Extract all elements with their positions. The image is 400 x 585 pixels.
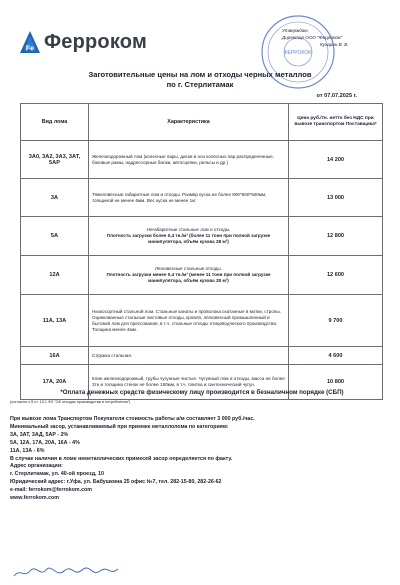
- row-desc-bold: Плотность загрузки более 0,4 тн./м³ (более 11 тонн при полной загрузке манипулятора, объём кузова 28 м³): [106, 233, 271, 244]
- row-desc: Тяжеловесные габаритные лом и отходы. Размер куска не более 800*500*500мм, толщиной не менее 6мм. Вес куска не менее 1кг.: [89, 179, 289, 217]
- row-price: 12 800: [289, 217, 383, 256]
- footer-line: В случае наличия в ломе неметаллических примесей засор определяется по факту.: [10, 455, 233, 462]
- footer-email: e-mail: ferrokom@ferrokom.com: [10, 487, 92, 494]
- table-row: [21, 217, 383, 256]
- row-grade: 3А0, 3А2, 3А3, 3АТ, 5АР: [21, 141, 89, 179]
- footer-line: 11А, 13А - 6%: [10, 447, 45, 454]
- law-note: (согласно ч.5 ст. 13.1 ФЗ "Об отходах производства и потребления"): [10, 400, 131, 404]
- table-header-row: [21, 104, 383, 141]
- row-grade: 17А, 20А: [21, 365, 89, 400]
- footer-line: Адрес организации:: [10, 463, 63, 470]
- handwritten-signature: [12, 566, 122, 580]
- company-logo: [20, 31, 147, 53]
- payment-notice: *Оплата денежных средств физическому лицу производится в безналичном порядке (СБП): [60, 389, 344, 396]
- row-grade: 3А: [21, 179, 89, 217]
- document-date: от 07.07.2025 г.: [316, 93, 357, 99]
- row-price: 14 200: [289, 141, 383, 179]
- row-grade: 16А: [21, 347, 89, 365]
- row-price: 12 600: [289, 256, 383, 295]
- company-name: Феррoком: [44, 31, 147, 53]
- price-table: [20, 103, 383, 400]
- approve-line-2: Директор ООО "Феррoком": [282, 35, 343, 40]
- title-line-1: Заготовительные цены на лом и отходы черных металлов: [88, 70, 312, 79]
- approval-block: [282, 27, 392, 48]
- row-desc-bold: Плотность загрузки менее 0,4 тн./м³ (менее 11 тонн при полной загрузке манипулятора, объём кузова 28 м³): [106, 272, 271, 283]
- header-price: Цена руб./тн. нетто без НДС при вывозе транспортом Поставщика*: [289, 104, 383, 141]
- row-grade: 12А: [21, 256, 89, 295]
- logo-letters: Fe: [25, 45, 35, 53]
- footer-line: 3А, 3АТ, 3АД, 5АР - 2%: [10, 431, 69, 438]
- logo-mark-icon: [20, 31, 40, 53]
- table-row: [21, 295, 383, 347]
- document-title: [0, 70, 400, 90]
- table-row: [21, 256, 383, 295]
- footer-website: www.ferrokom.com: [10, 495, 59, 502]
- header-grade: Вид лома: [21, 104, 89, 141]
- row-price: 4 600: [289, 347, 383, 365]
- footer-line: 5А, 12А, 17А, 20А, 16А - 4%: [10, 439, 80, 446]
- row-desc: Железнодорожный лом (колесные пары, диски и оси колесных пар распределенные, боковые рамы, надрессорные балки, автосцепки, рельсы и др.): [89, 141, 289, 179]
- row-grade: 5А: [21, 217, 89, 256]
- row-desc: Стружка стальная.: [89, 347, 289, 365]
- row-desc-text: Легковесные стальные отходы.: [155, 266, 222, 271]
- header-desc: Характеристика: [89, 104, 289, 141]
- footer-line: При вывозе лома Транспортом Покупателя стоимость работы а/м составляет 3 000 руб./час.: [10, 416, 255, 422]
- row-desc: Клин железнодорожный, трубы чугунные чистые. Чугунный лом и отходы, масса не более 3тн и толщина стенок не более 150мм, в т.ч. плитка и сантехнический чугун.: [89, 365, 289, 400]
- row-desc-text: Негабаритные стальные лом и отходы.: [146, 227, 231, 232]
- footer-line: г. Стерлитамак, ул. 40-ой проезд, 10: [10, 471, 104, 478]
- footer-info: [10, 416, 390, 503]
- footer-line: Минимальный засор, устанавливаемый при приемке металлолома по категориям:: [10, 423, 229, 430]
- row-desc: [89, 256, 289, 295]
- row-desc: [89, 217, 289, 256]
- approve-line-3: Кухарин В. В.: [320, 42, 349, 47]
- row-price: 13 000: [289, 179, 383, 217]
- stamp-text: ФЕРРОКОМ: [283, 50, 313, 56]
- table-row: [21, 179, 383, 217]
- row-grade: 11А, 13А: [21, 295, 89, 347]
- approve-line-1: Утверждаю: [282, 28, 308, 33]
- footer-line: Юридический адрес: г.Уфа, ул. Бабушкина 25 офис №7, тел. 282-15-80, 282-26-62: [10, 479, 222, 486]
- row-price: 9 700: [289, 295, 383, 347]
- title-line-2: по г. Стерлитамак: [166, 80, 234, 89]
- row-price: 10 800: [289, 365, 383, 400]
- table-row: [21, 141, 383, 179]
- table-row: [21, 347, 383, 365]
- row-desc: Низкосортный стальной лом. Стальные канаты и проволока скатанные в мотки, стропы. Оцинкованные стальные листовые отходы, кровля, легковесный промышленный и бытовой лом для прессования, в т.ч. стальные отходы птицеводческого производства. Толщина менее 4мм.: [89, 295, 289, 347]
